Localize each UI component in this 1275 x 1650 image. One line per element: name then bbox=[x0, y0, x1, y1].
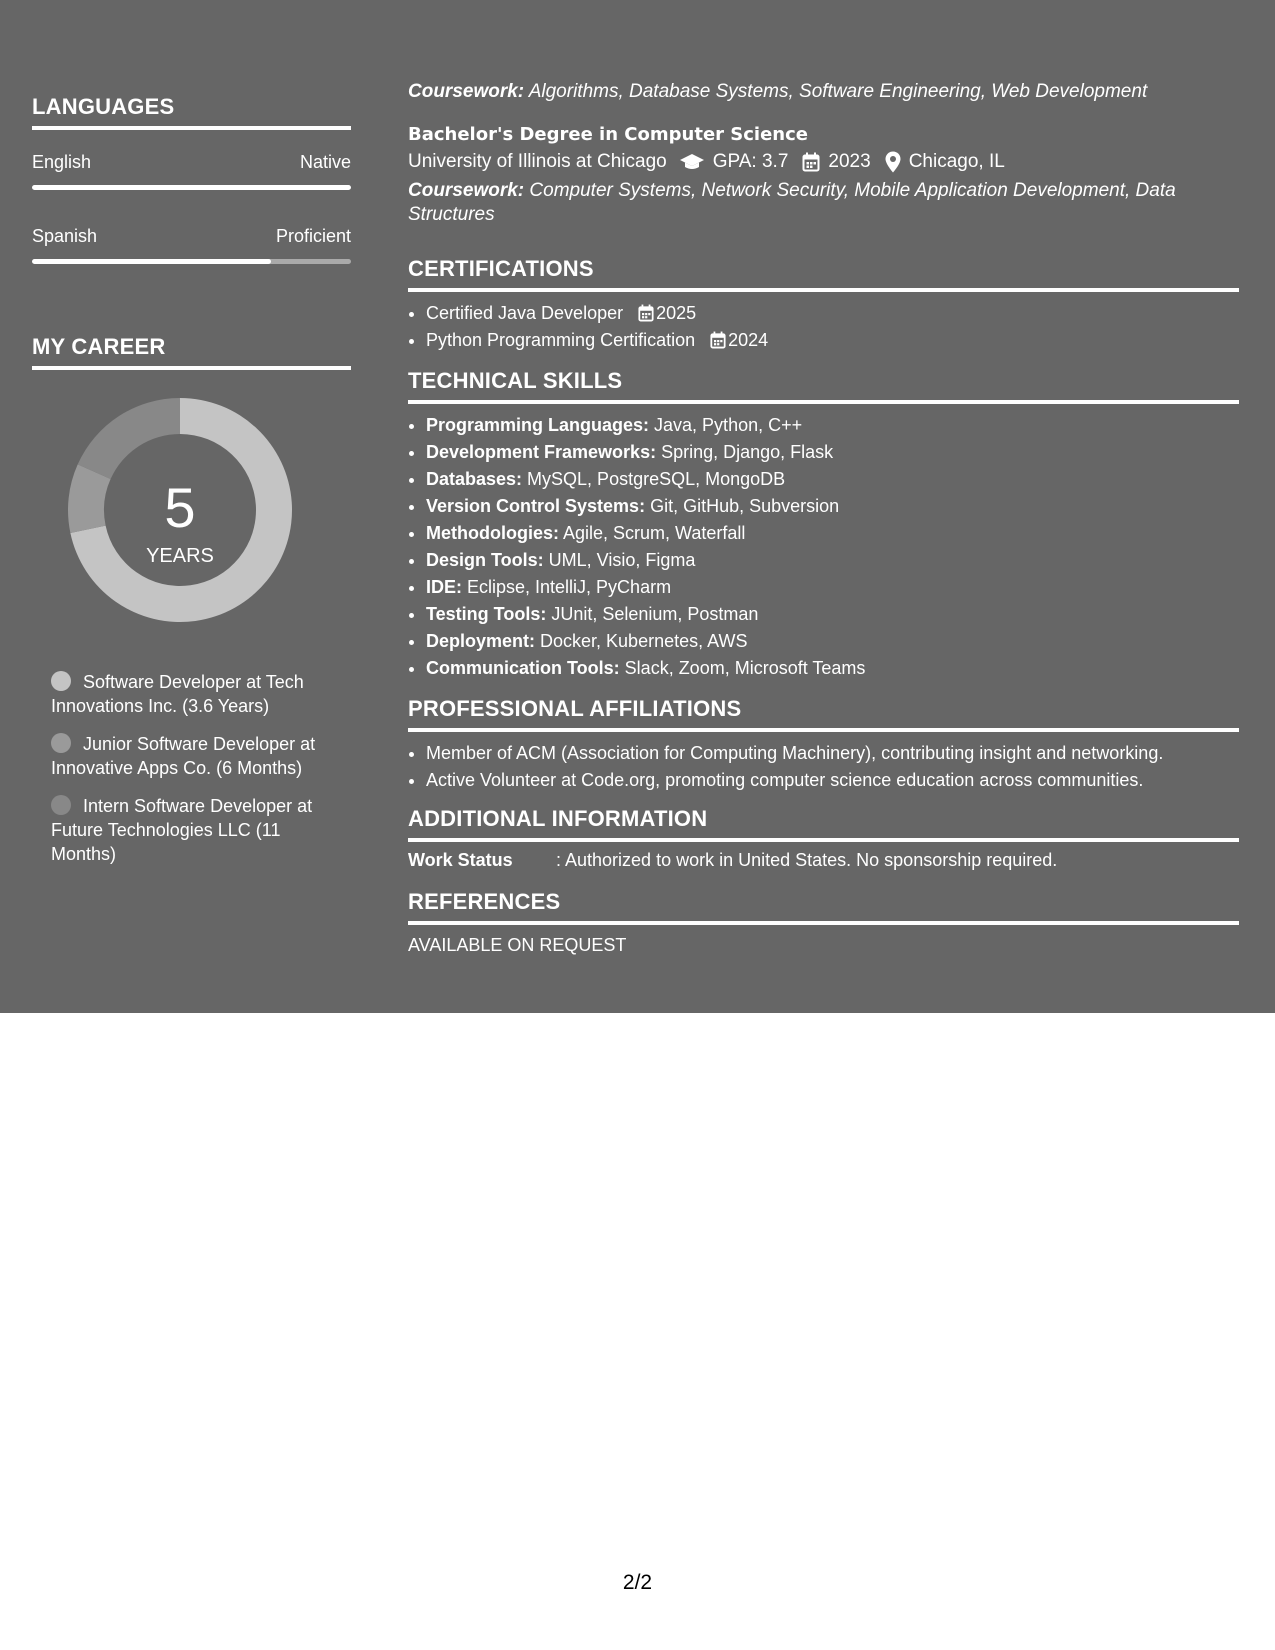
additional-info-section bbox=[408, 806, 1239, 871]
calendar-icon bbox=[802, 152, 820, 172]
career-list bbox=[32, 670, 341, 866]
skill-label: Design Tools: bbox=[426, 550, 544, 570]
legend-dot-icon bbox=[51, 733, 71, 753]
skill-item bbox=[426, 574, 1239, 601]
language-level-bar bbox=[32, 185, 351, 190]
certification-name: Python Programming Certification bbox=[426, 330, 696, 350]
skill-item bbox=[426, 628, 1239, 655]
career-donut-chart bbox=[32, 390, 351, 640]
skill-value: Agile, Scrum, Waterfall bbox=[559, 523, 746, 543]
skill-label: Deployment: bbox=[426, 631, 536, 651]
language-name: Spanish bbox=[32, 226, 98, 246]
skill-item bbox=[426, 547, 1239, 574]
language-item bbox=[32, 226, 351, 264]
language-level: Native bbox=[299, 152, 351, 172]
skill-value: JUnit, Selenium, Postman bbox=[546, 604, 759, 624]
skill-item bbox=[426, 493, 1239, 520]
certifications-title: CERTIFICATIONS bbox=[408, 256, 1239, 292]
career-title: MY CAREER bbox=[32, 334, 351, 370]
page-number: 2/2 bbox=[622, 1571, 653, 1594]
skill-label: Programming Languages: bbox=[426, 415, 650, 435]
school-name: University of Illinois at Chicago bbox=[408, 151, 667, 172]
affiliation-item: • Member of ACM (Association for Computing Machinery), contributing insight and networking. bbox=[426, 740, 1239, 767]
skill-value: Java, Python, C++ bbox=[649, 415, 803, 435]
skill-value: Docker, Kubernetes, AWS bbox=[535, 631, 748, 651]
additional-info-title: ADDITIONAL INFORMATION bbox=[408, 806, 1239, 842]
location: Chicago, IL bbox=[908, 151, 1005, 172]
career-item-text: Intern Software Developer at Future Technologies LLC (11 Months) bbox=[51, 796, 313, 864]
career-item bbox=[51, 732, 341, 780]
languages-title: LANGUAGES bbox=[32, 94, 351, 130]
career-item-text: Software Developer at Tech Innovations Inc. (3.6 Years) bbox=[51, 672, 304, 716]
certification-year: 2024 bbox=[728, 330, 769, 350]
graduation-year: 2023 bbox=[828, 151, 871, 172]
certification-item bbox=[426, 327, 1239, 354]
work-status-label: Work Status bbox=[408, 850, 513, 870]
skill-item bbox=[426, 520, 1239, 547]
education-section bbox=[408, 80, 1239, 227]
affiliations-title: PROFESSIONAL AFFILIATIONS bbox=[408, 696, 1239, 732]
affiliation-item: • Active Volunteer at Code.org, promoting computer science education across communities. bbox=[426, 767, 1239, 794]
languages-section bbox=[32, 94, 351, 264]
language-level-bar bbox=[32, 259, 351, 264]
career-total-unit: YEARS bbox=[146, 545, 214, 567]
references-text: AVAILABLE ON REQUEST bbox=[408, 935, 627, 955]
career-total-number: 5 bbox=[164, 476, 196, 539]
skill-label: IDE: bbox=[426, 577, 462, 597]
gpa: GPA: 3.7 bbox=[712, 151, 789, 172]
skill-value: MySQL, PostgreSQL, MongoDB bbox=[522, 469, 786, 489]
coursework-text: Algorithms, Database Systems, Software Engineering, Web Development bbox=[524, 81, 1148, 102]
work-status-value: : Authorized to work in United States. No sponsorship required. bbox=[556, 850, 1058, 870]
certification-year: 2025 bbox=[656, 303, 697, 323]
coursework-label: Coursework: bbox=[408, 81, 525, 102]
skill-label: Version Control Systems: bbox=[426, 496, 646, 516]
work-status-row bbox=[408, 850, 1239, 871]
skill-value: Spring, Django, Flask bbox=[656, 442, 834, 462]
education-meta bbox=[408, 151, 1239, 173]
coursework-text: Computer Systems, Network Security, Mobile Application Development, Data Structures bbox=[408, 180, 1176, 225]
career-item bbox=[51, 670, 341, 718]
affiliations-section bbox=[408, 696, 1239, 794]
coursework-line bbox=[408, 179, 1239, 227]
legend-dot-icon bbox=[51, 795, 71, 815]
references-section bbox=[408, 889, 1239, 956]
skills-title: TECHNICAL SKILLS bbox=[408, 368, 1239, 404]
references-title: REFERENCES bbox=[408, 889, 1239, 925]
skill-value: Git, GitHub, Subversion bbox=[645, 496, 840, 516]
skill-label: Development Frameworks: bbox=[426, 442, 657, 462]
coursework-label: Coursework: bbox=[408, 180, 525, 201]
career-item-text: Junior Software Developer at Innovative Apps Co. (6 Months) bbox=[51, 734, 316, 778]
career-item bbox=[51, 794, 341, 866]
donut-segment bbox=[78, 398, 180, 479]
certifications-section bbox=[408, 256, 1239, 354]
certification-name: Certified Java Developer bbox=[426, 303, 624, 323]
calendar-icon bbox=[638, 304, 654, 322]
legend-dot-icon bbox=[51, 671, 71, 691]
skill-label: Testing Tools: bbox=[426, 604, 547, 624]
skill-value: UML, Visio, Figma bbox=[543, 550, 696, 570]
skill-value: Slack, Zoom, Microsoft Teams bbox=[619, 658, 866, 678]
skill-item bbox=[426, 655, 1239, 682]
certification-item bbox=[426, 300, 1239, 327]
language-level: Proficient bbox=[275, 226, 351, 246]
language-name: English bbox=[32, 152, 92, 172]
career-section bbox=[32, 334, 351, 880]
skill-item bbox=[426, 412, 1239, 439]
location-pin-icon bbox=[885, 151, 901, 173]
degree-title: Bachelor's Degree in Computer Science bbox=[408, 124, 808, 145]
skill-value: Eclipse, IntelliJ, PyCharm bbox=[462, 577, 672, 597]
language-item bbox=[32, 152, 351, 190]
skill-item bbox=[426, 439, 1239, 466]
graduation-cap-icon bbox=[679, 152, 705, 172]
skill-item bbox=[426, 466, 1239, 493]
skill-label: Methodologies: bbox=[426, 523, 559, 543]
coursework-line bbox=[408, 80, 1239, 104]
skill-label: Databases: bbox=[426, 469, 523, 489]
skills-section bbox=[408, 368, 1239, 682]
calendar-icon bbox=[710, 331, 726, 349]
skill-item bbox=[426, 601, 1239, 628]
skill-label: Communication Tools: bbox=[426, 658, 620, 678]
